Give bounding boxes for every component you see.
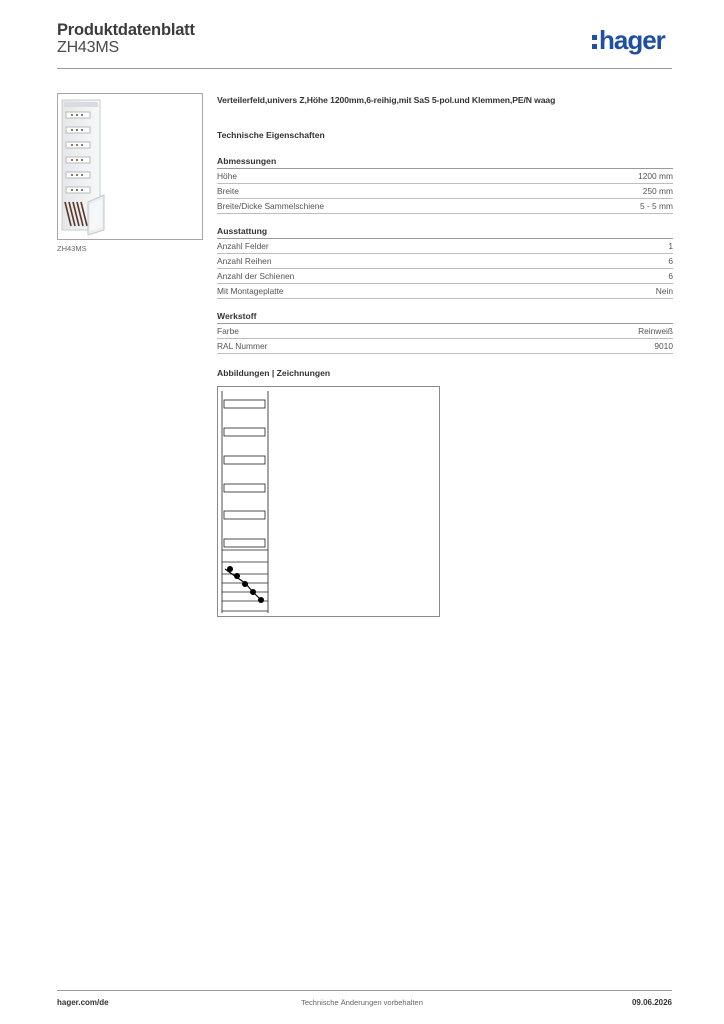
logo-colon-icon <box>592 30 598 50</box>
spec-label: Anzahl Felder <box>217 241 269 251</box>
technical-properties-heading: Technische Eigenschaften <box>217 130 325 140</box>
panel-schematic-icon <box>218 387 439 616</box>
footer-divider <box>57 990 672 991</box>
hager-logo <box>592 25 665 56</box>
spec-label: Mit Montageplatte <box>217 286 284 296</box>
spec-row <box>217 199 673 214</box>
footer-date: 09.06.2026 <box>631 998 672 1007</box>
spec-value: 6 <box>668 256 673 266</box>
spec-row <box>217 184 673 199</box>
spec-group-equipment <box>217 226 673 299</box>
spec-group-title: Werkstoff <box>217 311 673 324</box>
drawings-heading: Abbildungen | Zeichnungen <box>217 368 331 378</box>
document-title: Produktdatenblatt <box>57 21 195 39</box>
spec-value: 1200 mm <box>638 171 673 181</box>
spec-group-title: Abmessungen <box>217 156 673 169</box>
spec-row <box>217 169 673 184</box>
spec-value: 250 mm <box>642 186 673 196</box>
spec-row <box>217 324 673 339</box>
spec-value: 6 <box>668 271 673 281</box>
spec-value: Nein <box>655 286 673 296</box>
spec-row <box>217 339 673 354</box>
spec-group-title: Ausstattung <box>217 226 673 239</box>
footer-website-link[interactable]: hager.com/de <box>57 998 109 1007</box>
spec-value: 5 - 5 mm <box>639 201 673 211</box>
spec-label: Anzahl der Schienen <box>217 271 295 281</box>
spec-label: Anzahl Reihen <box>217 256 272 266</box>
spec-label: Farbe <box>217 326 239 336</box>
footer-notice: Technische Änderungen vorbehalten <box>301 998 423 1007</box>
specification-section <box>217 95 673 354</box>
product-description: Verteilerfeld,univers Z,Höhe 1200mm,6-reihig,mit SaS 5-pol.und Klemmen,PE/N waag <box>217 95 556 105</box>
spec-label: Höhe <box>217 171 238 181</box>
spec-row <box>217 254 673 269</box>
logo-text: hager <box>599 25 665 55</box>
spec-label: Breite/Dicke Sammelschiene <box>217 201 325 211</box>
spec-row <box>217 284 673 299</box>
spec-row <box>217 269 673 284</box>
technical-drawing <box>217 386 440 617</box>
spec-value: Reinweiß <box>638 326 673 336</box>
spec-label: RAL Nummer <box>217 341 268 351</box>
distribution-panel-photo-icon <box>58 94 204 241</box>
spec-group-material <box>217 311 673 354</box>
spec-value: 1 <box>668 241 673 251</box>
spec-group-dimensions <box>217 156 673 214</box>
header-divider <box>57 68 672 69</box>
spec-value: 9010 <box>654 341 673 351</box>
spec-row <box>217 239 673 254</box>
spec-label: Breite <box>217 186 239 196</box>
product-image-caption: ZH43MS <box>57 244 87 253</box>
product-image <box>57 93 203 240</box>
product-code: ZH43MS <box>57 39 119 56</box>
